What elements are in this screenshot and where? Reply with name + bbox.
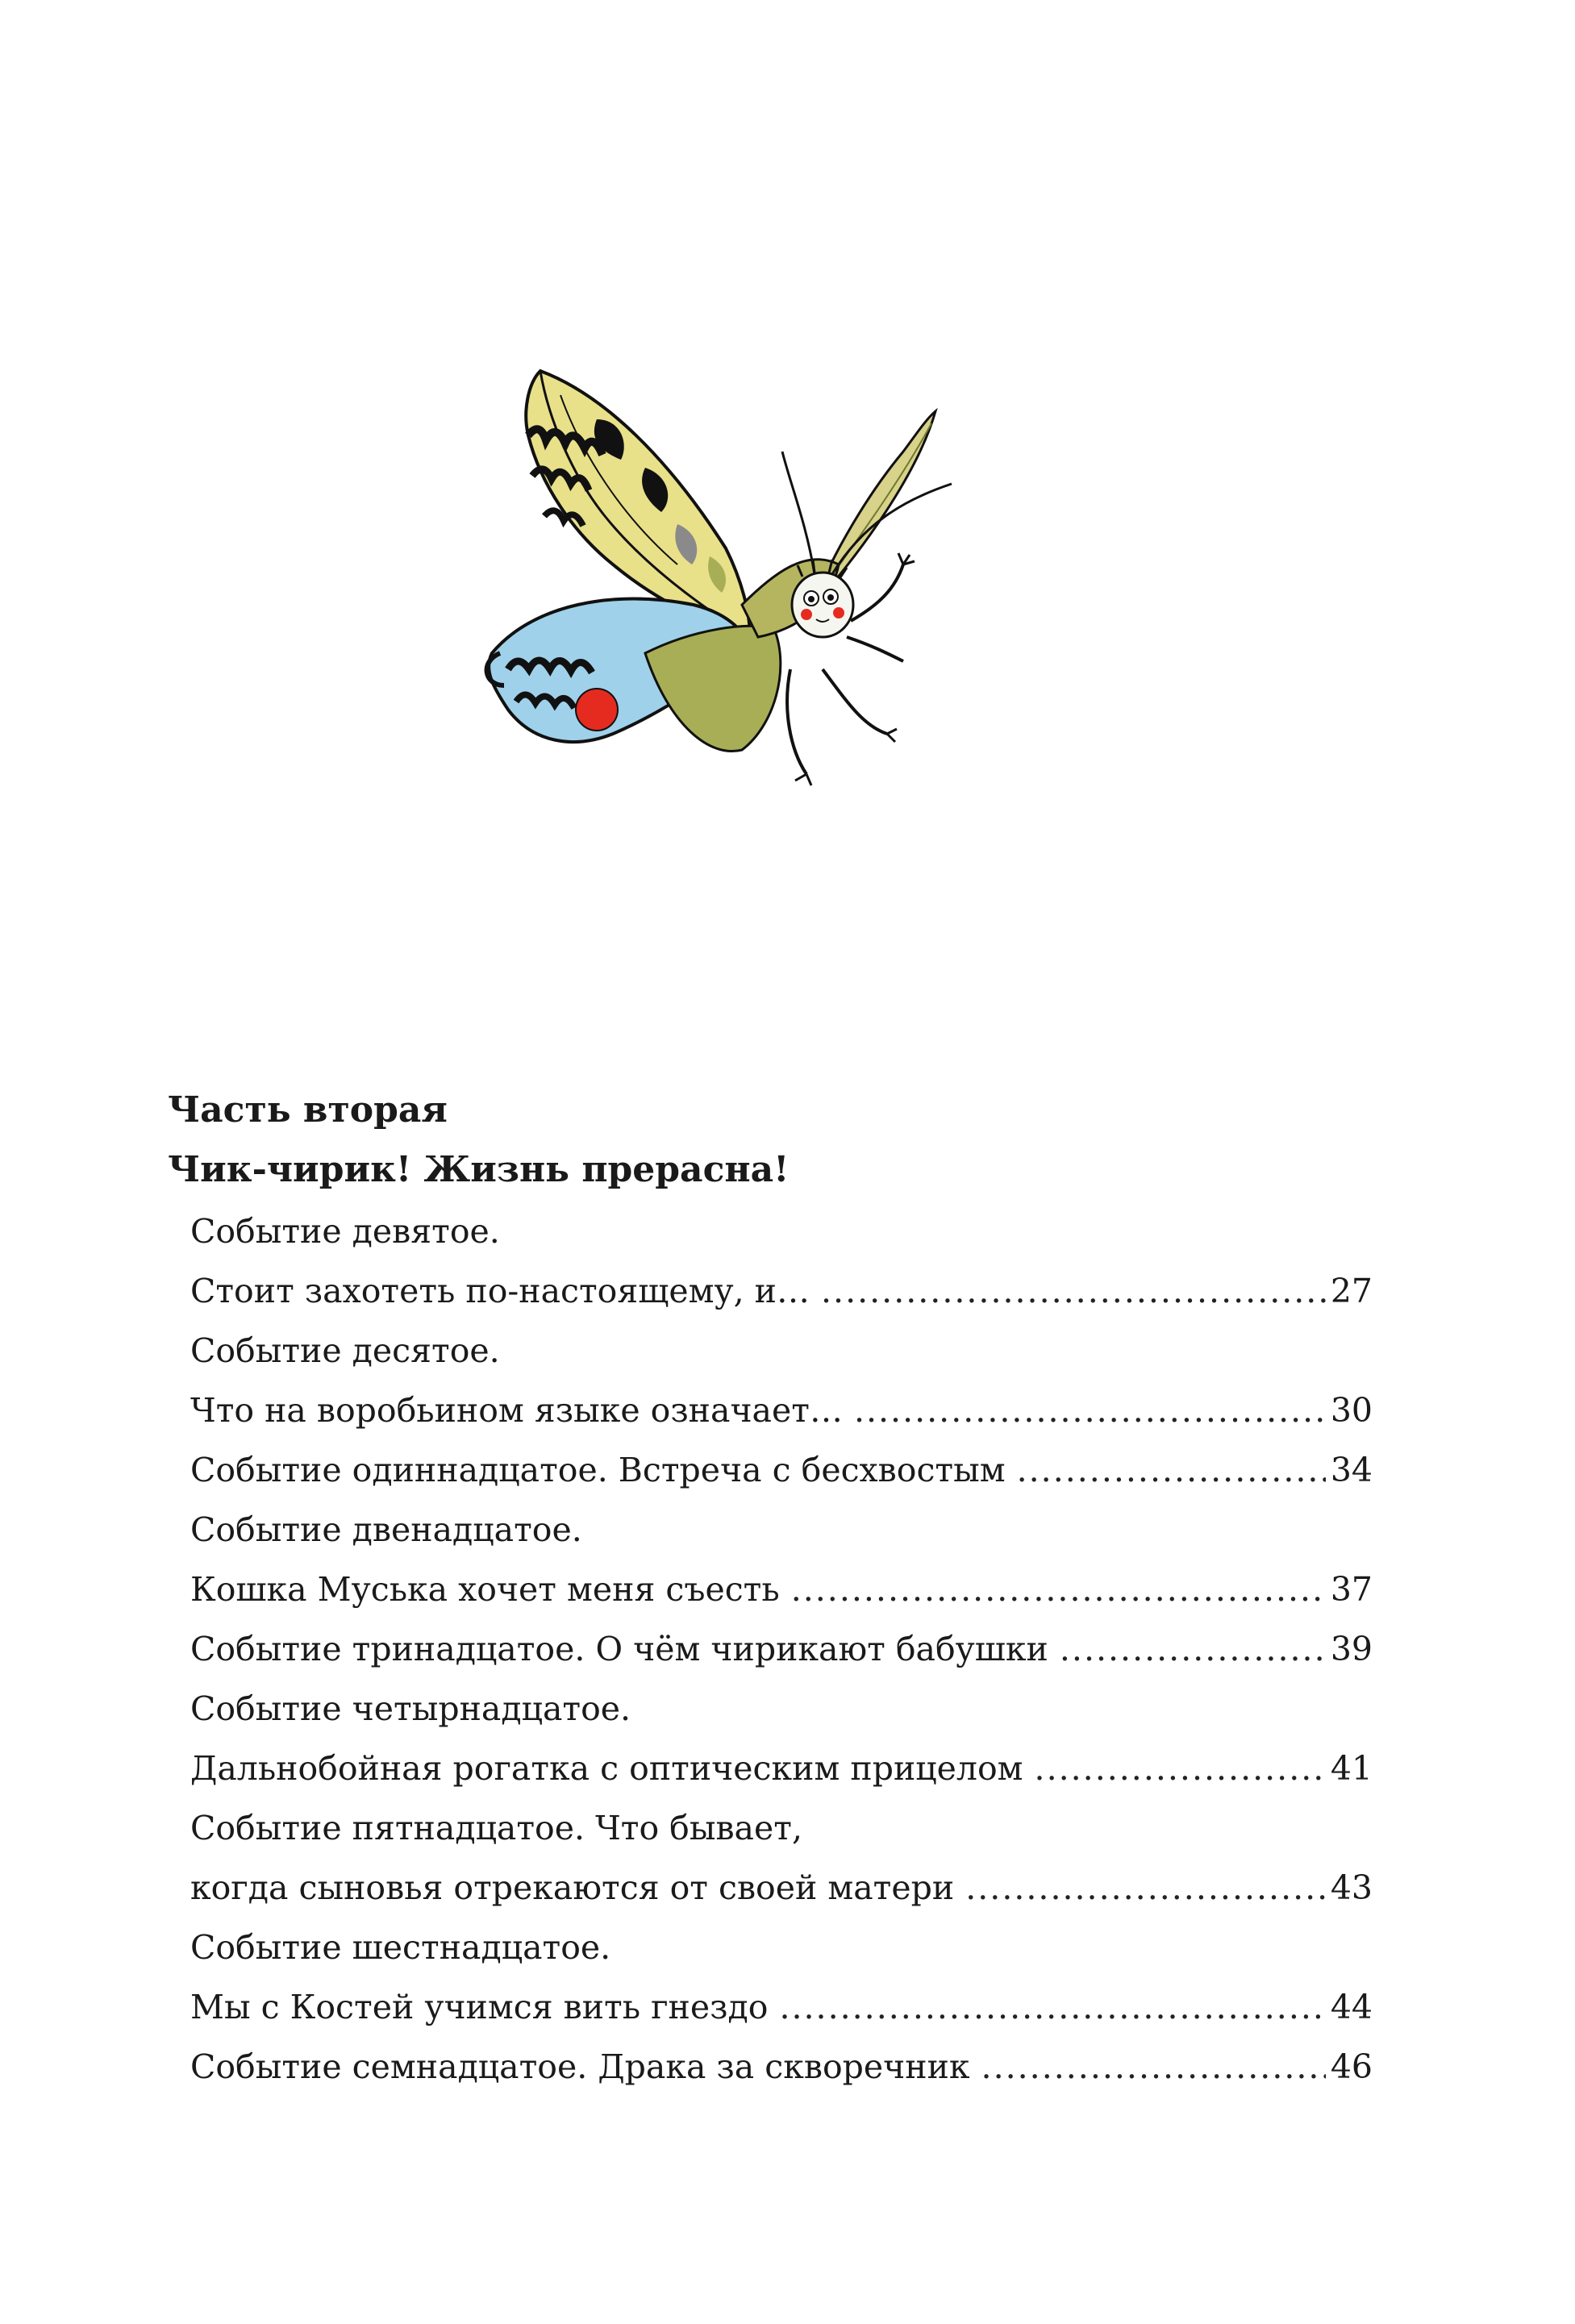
dot-leader xyxy=(1060,1619,1326,1679)
toc-entry-page: 37 xyxy=(1330,1570,1373,1609)
toc-entry-text: Событие десятое. xyxy=(190,1331,500,1370)
toc-entry-text: когда сыновья отрекаются от своей матери xyxy=(190,1868,955,1907)
toc-entry-text: Что на воробьином языке означает… xyxy=(190,1391,843,1430)
toc-entry xyxy=(168,1440,1373,1500)
toc-entry-page: 43 xyxy=(1330,1868,1373,1907)
toc-entry-page: 46 xyxy=(1330,2047,1373,2086)
butterfly-illustration xyxy=(484,363,1000,863)
red-spot-icon xyxy=(576,689,618,731)
toc-entry-text: Кошка Муська хочет меня съесть xyxy=(190,1570,780,1609)
toc-entry-text: Событие пятнадцатое. Что бывает, xyxy=(190,1809,802,1847)
dot-leader xyxy=(965,1858,1326,1918)
toc-entry-page: 41 xyxy=(1330,1749,1373,1788)
toc-entry-page: 34 xyxy=(1330,1451,1373,1489)
dot-leader xyxy=(1035,1739,1326,1798)
dot-leader xyxy=(821,1261,1326,1321)
toc-entries xyxy=(168,1202,1377,2097)
toc-entry xyxy=(168,1321,1373,1381)
toc-entry xyxy=(168,1261,1373,1321)
table-of-contents xyxy=(168,1081,1377,2097)
toc-entry-text: Событие девятое. xyxy=(190,1212,500,1251)
toc-entry-text: Событие двенадцатое. xyxy=(190,1510,582,1549)
dot-leader xyxy=(779,1977,1325,2037)
toc-entry-text: Событие тринадцатое. О чём чирикают бабушки xyxy=(190,1630,1048,1668)
toc-entry-page: 30 xyxy=(1330,1391,1373,1430)
toc-entry xyxy=(168,2037,1373,2097)
toc-entry-text: Событие одиннадцатое. Встреча с бесхвостым xyxy=(190,1451,1006,1489)
toc-entry xyxy=(168,1918,1373,1977)
toc-entry-text: Событие четырнадцатое. xyxy=(190,1689,631,1728)
dot-leader xyxy=(854,1381,1326,1440)
toc-entry-page: 44 xyxy=(1330,1988,1373,2026)
toc-entry xyxy=(168,1739,1373,1798)
toc-entry xyxy=(168,1560,1373,1619)
toc-entry xyxy=(168,1619,1373,1679)
toc-entry xyxy=(168,1679,1373,1739)
toc-entry-text: Стоит захотеть по-настоящему, и… xyxy=(190,1272,810,1310)
toc-entry-text: Дальнобойная рогатка с оптическим прицелом xyxy=(190,1749,1023,1788)
toc-entry xyxy=(168,1858,1373,1918)
part-title: Чик-чирик! Жизнь прерасна! xyxy=(168,1149,790,1190)
toc-entry xyxy=(168,1798,1373,1858)
dot-leader xyxy=(981,2037,1326,2097)
toc-entry-page: 27 xyxy=(1330,1272,1373,1310)
toc-entry xyxy=(168,1202,1373,1261)
toc-entry-page: 39 xyxy=(1330,1630,1373,1668)
dot-leader xyxy=(791,1560,1326,1619)
toc-entry-text: Событие шестнадцатое. xyxy=(190,1928,611,1967)
toc-entry xyxy=(168,1500,1373,1560)
toc-entry xyxy=(168,1381,1373,1440)
part-label: Часть вторая xyxy=(168,1089,448,1131)
dot-leader xyxy=(1017,1440,1326,1500)
toc-entry xyxy=(168,1977,1373,2037)
toc-entry-text: Мы с Костей учимся вить гнездо xyxy=(190,1988,769,2026)
toc-entry-text: Событие семнадцатое. Драка за скворечник xyxy=(190,2047,970,2086)
